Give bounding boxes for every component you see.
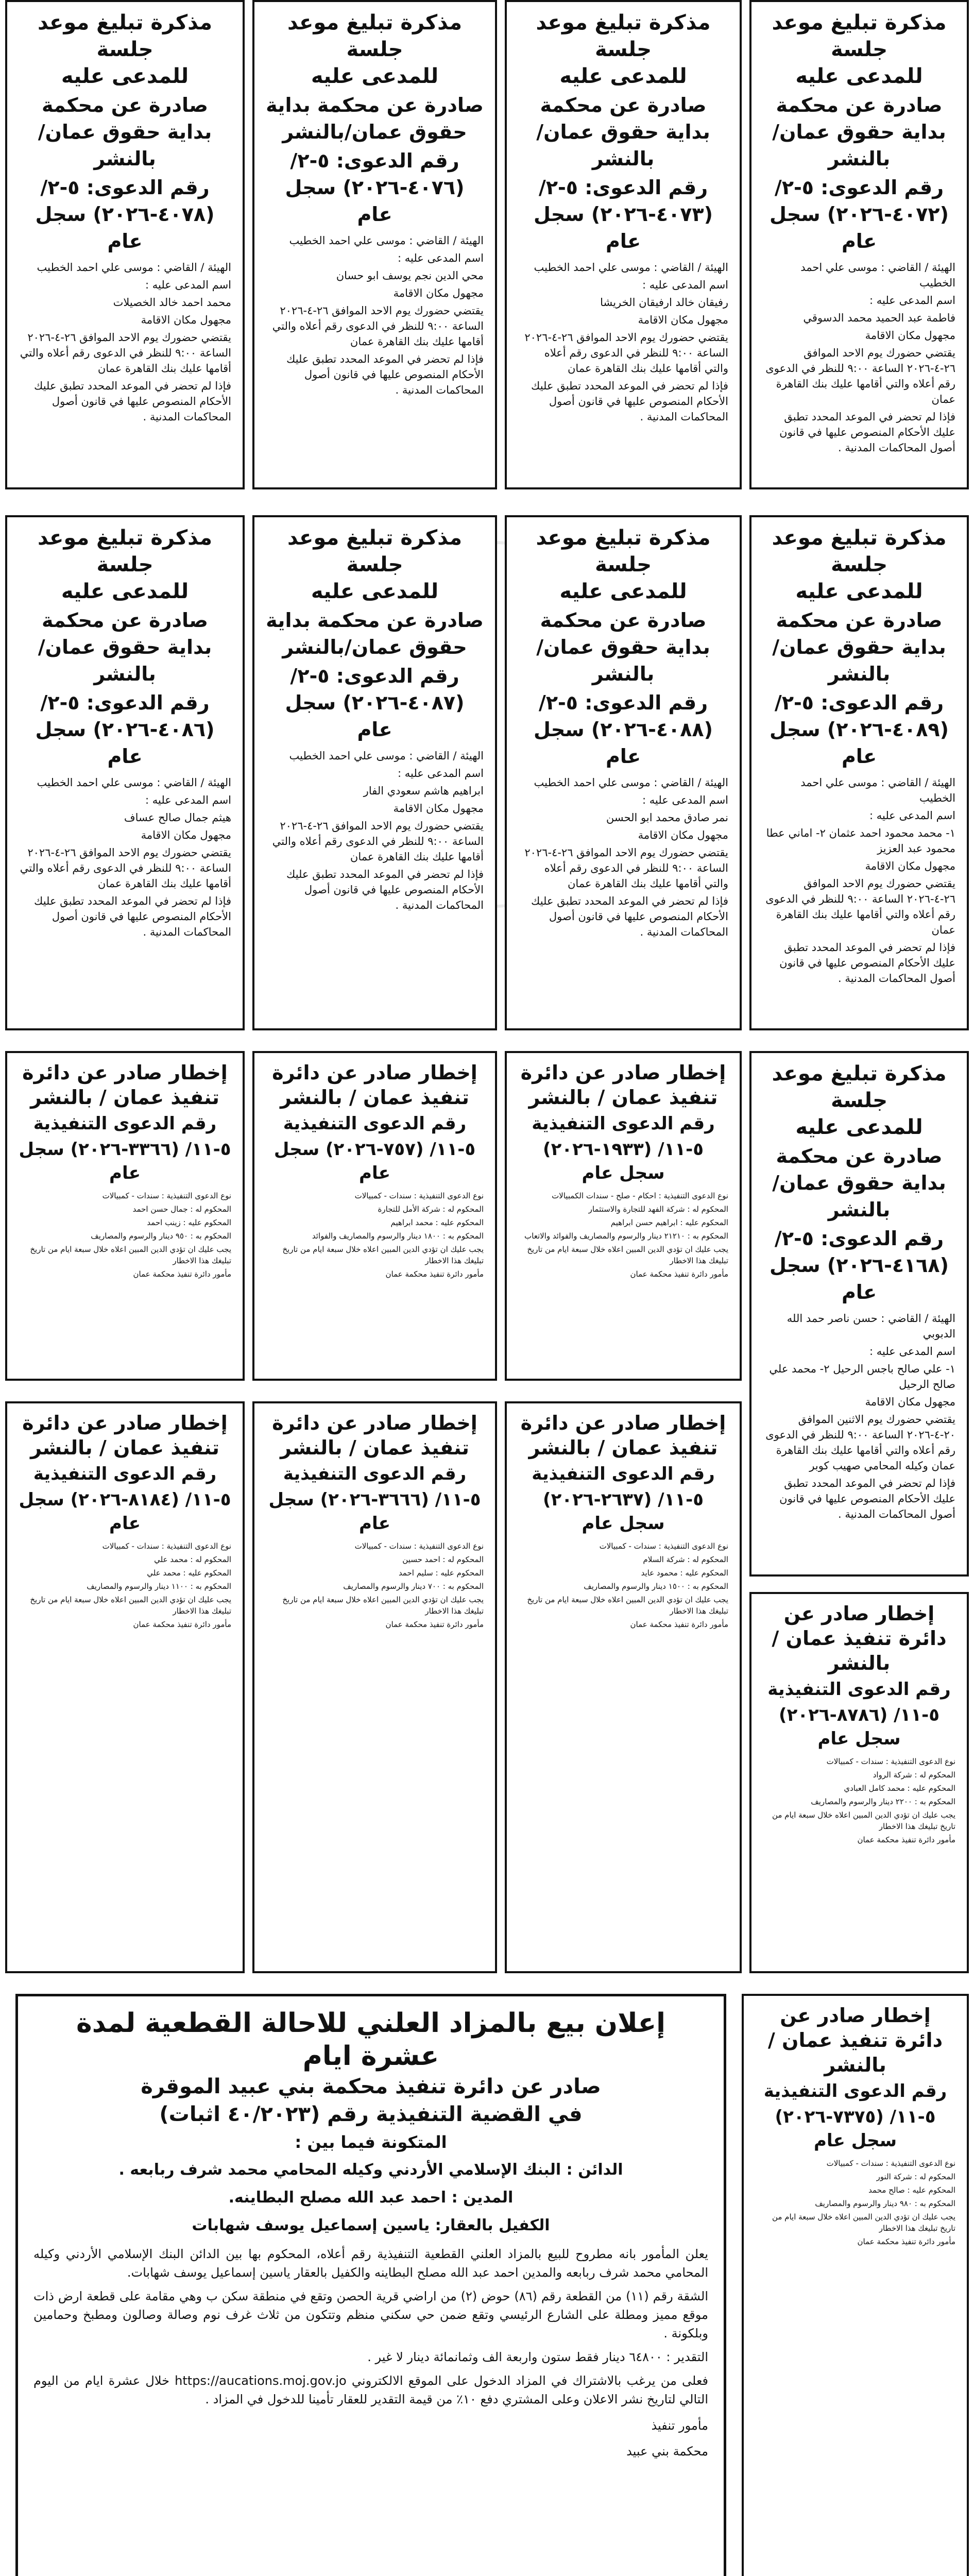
notice-officer: مأمور دائرة تنفيذ محكمة عمان xyxy=(630,1269,728,1279)
notice-type: نوع الدعوى التنفيذية : سندات - كمبيالات xyxy=(354,1191,484,1200)
notice-defendant: فاطمة عبد الحميد محمد الدسوقي xyxy=(803,312,955,324)
notice-defendant: ابراهيم هاشم سعودي الفار xyxy=(363,785,484,797)
notice-type: نوع الدعوى التنفيذية : سندات - كمبيالات xyxy=(599,1541,728,1551)
notice-warning: فإذا لم تحضر في الموعد المحدد تطبق عليك الأحكام المنصوص عليها في قانون أصول المحاكمات المدنية . xyxy=(531,895,728,938)
notice-text: يجب عليك ان تؤدي الدين المبين اعلاه خلال سبعة ايام من تاريخ تبليغك هذا الاخطار xyxy=(527,1245,728,1265)
notice-title: إخطار صادر عن دائرة تنفيذ عمان / بالنشر xyxy=(520,1412,726,1459)
notice-officer: مأمور دائرة تنفيذ محكمة عمان xyxy=(385,1620,484,1629)
case-number: ٥-١١/ (١٩٣٣-٢٠٢٦) سجل عام xyxy=(543,1139,704,1183)
notice-defendant: رفيقان خالد ارفيقان الخريشا xyxy=(600,296,728,309)
notice-subtitle: للمدعى عليه xyxy=(795,580,923,603)
session-notice xyxy=(5,0,245,489)
notice-residence: مجهول مكان الاقامة xyxy=(393,287,484,299)
notice-title: مذكرة تبليغ موعد جلسة xyxy=(536,11,711,61)
notice-heading: رقم الدعوى التنفيذية xyxy=(767,1679,951,1700)
notice-heading: رقم الدعوى التنفيذية xyxy=(532,1113,715,1134)
notice-body xyxy=(518,1540,728,1630)
auction-paragraph: يعلن المأمور بانه مطروح للبيع بالمزاد العلني القطعية التنفيذية رقم أعلاه، المحكوم بها بين الدائن البنك الإسلامي الأردني وكيله المحامي محمد شرف ربابعه والمدين احمد عبد الله مصلح البطاينه والكفيل بالعقار ياسين إسماعيل يوسف شهابات. xyxy=(33,2247,708,2280)
notice-title: مذكرة تبليغ موعد جلسة xyxy=(772,11,947,61)
notice-residence: مجهول مكان الاقامة xyxy=(141,829,231,841)
auction-paragraph: التقدير : ٦٤٨٠٠ دينار فقط ستون واربعة الف وثمانمائة دينار لا غير . xyxy=(367,2350,708,2364)
notice-panel: الهيئة / القاضي : موسى علي احمد الخطيب xyxy=(289,750,484,762)
notice-text: يجب عليك ان تؤدي الدين المبين اعلاه خلال سبعة ايام من تاريخ تبليغك هذا الاخطار xyxy=(282,1245,484,1265)
notice-title: مذكرة تبليغ موعد جلسة xyxy=(772,526,947,577)
issuing-court: صادرة عن محكمة بداية حقوق عمان/بالنشر xyxy=(536,94,710,170)
notice-panel: الهيئة / القاضي : موسى علي احمد الخطيب xyxy=(289,234,484,247)
notice-residence: مجهول مكان الاقامة xyxy=(638,314,728,326)
auction-paragraph: فعلى من يرغب بالاشتراك في المزاد الدخول على الموقع الالكتروني https://aucations.moj.gov.jo خلال عشرة ايام من اليوم التالي لتاريخ نشر الاعلان وعلى المشتري دفع ١٠٪ من قيمة التقدير للعقار تأمينا للدخول في المزاد . xyxy=(33,2374,708,2406)
notice-residence: مجهول مكان الاقامة xyxy=(865,1396,955,1408)
notice-panel: الهيئة / القاضي : موسى علي احمد الخطيب xyxy=(534,776,728,789)
auction-guarantor: الكفيل بالعقار: ياسين إسماعيل يوسف شهابات xyxy=(192,2216,550,2234)
notice-residence: مجهول مكان الاقامة xyxy=(141,314,231,326)
notice-officer: مأمور دائرة تنفيذ محكمة عمان xyxy=(133,1269,231,1279)
case-number: رقم الدعوى: ٥-٢/ (٤٠٧٣-٢٠٢٦) سجل عام xyxy=(534,176,713,252)
notice-officer: مأمور دائرة تنفيذ محكمة عمان xyxy=(857,2237,955,2246)
notice-debtor: المحكوم عليه : محمد كامل العبادي xyxy=(844,1784,955,1793)
notice-creditor: المحكوم له : جمال حسن احمد xyxy=(132,1205,231,1214)
notice-body xyxy=(763,260,955,455)
notice-creditor: المحكوم له : شركة الأمل للتجارة xyxy=(378,1205,484,1214)
notice-subtitle: للمدعى عليه xyxy=(311,64,439,88)
notice-type: نوع الدعوى التنفيذية : احكام - صلح - سندات الكمبيالات xyxy=(552,1191,728,1200)
issuing-court: صادرة عن محكمة بداية حقوق عمان/بالنشر xyxy=(536,609,710,685)
notice-subtitle: للمدعى عليه xyxy=(795,64,923,88)
notice-title: مذكرة تبليغ موعد جلسة xyxy=(37,526,213,577)
notice-defendant-label: اسم المدعى عليه : xyxy=(145,794,231,806)
notice-title: إخطار صادر عن دائرة تنفيذ عمان / بالنشر xyxy=(772,1602,947,1674)
auction-creditor: الدائن : البنك الإسلامي الأردني وكيله المحامي محمد شرف ربابعه . xyxy=(118,2161,623,2179)
notice-body xyxy=(266,1190,484,1280)
notice-text: يجب عليك ان تؤدي الدين المبين اعلاه خلال سبعة ايام من تاريخ تبليغك هذا الاخطار xyxy=(772,2212,955,2233)
notice-title: مذكرة تبليغ موعد جلسة xyxy=(536,526,711,577)
notice-debtor: المحكوم عليه : زينب احمد xyxy=(147,1218,231,1227)
issuing-court: صادرة عن محكمة بداية حقوق عمان/بالنشر xyxy=(38,609,212,685)
notice-text: يقتضي حضورك يوم الاحد الموافق ٢٦-٤-٢٠٢٦ الساعة ٩:٠٠ للنظر في الدعوى رقم أعلاه والتي أقامها عليك بنك القاهرة عمان xyxy=(765,877,955,936)
notice-title: مذكرة تبليغ موعد جلسة xyxy=(772,1062,947,1112)
notice-title: مذكرة تبليغ موعد جلسة xyxy=(287,11,463,61)
case-number: ٥-١١/ (٣٦٦٦-٢٠٢٦) سجل عام xyxy=(268,1489,481,1534)
session-notice xyxy=(252,515,497,1030)
notice-defendant-label: اسم المدعى عليه : xyxy=(642,279,728,291)
auction-parties-label: المتكونة فيما بين : xyxy=(295,2132,447,2152)
issuing-court: صادرة عن محكمة بداية حقوق عمان/بالنشر xyxy=(772,94,946,170)
notice-defendant: هيثم جمال صالح عساف xyxy=(124,811,231,824)
notice-heading: رقم الدعوى التنفيذية xyxy=(283,1113,467,1134)
notice-text: يقتضي حضورك يوم الاحد الموافق ٢٦-٤-٢٠٢٦ الساعة ٩:٠٠ للنظر في الدعوى رقم أعلاه والتي أقامها عليك بنك القاهرة عمان xyxy=(20,846,231,890)
case-number: رقم الدعوى: ٥-٢/ (٤١٦٨-٢٠٢٦) سجل عام xyxy=(770,1227,949,1303)
notice-warning: فإذا لم تحضر في الموعد المحدد تطبق عليك الأحكام المنصوص عليها في قانون أصول المحاكمات المدنية . xyxy=(34,895,231,938)
notice-body xyxy=(266,748,484,913)
session-notice xyxy=(749,1051,969,1577)
session-notice xyxy=(749,515,969,1030)
notice-defendant-label: اسم المدعى عليه : xyxy=(642,794,728,806)
notice-text: يقتضي حضورك يوم الاحد الموافق ٢٦-٤-٢٠٢٦ الساعة ٩:٠٠ للنظر في الدعوى رقم أعلاه والتي أقامها عليك بنك القاهرة عمان xyxy=(524,846,728,890)
case-number: رقم الدعوى: ٥-٢/ (٤٠٨٩-٢٠٢٦) سجل عام xyxy=(770,691,949,768)
notice-title: إخطار صادر عن دائرة تنفيذ عمان / بالنشر xyxy=(22,1412,228,1459)
notice-residence: مجهول مكان الاقامة xyxy=(393,802,484,815)
case-number: رقم الدعوى: ٥-٢/ (٤٠٧٨-٢٠٢٦) سجل عام xyxy=(35,176,215,252)
auction-paragraph: الشقة رقم (١١) من القطعة رقم (٨٦) حوض (٢) من اراضي قرية الحصن وتقع في منطقة سكن ب وهي مقامة على قطعة ارض ذات موقع مميز ومطلة على الشارع الرئيسي وتقع ضمن حي سكني منظم وتتكون من ثلاث غرف نوم وصالة وصالون ومطبخ وحمامين وبلكونة . xyxy=(33,2289,709,2341)
notice-text: يقتضي حضورك يوم الاحد الموافق ٢٦-٤-٢٠٢٦ الساعة ٩:٠٠ للنظر في الدعوى رقم أعلاه والتي أقامها عليك بنك القاهرة عمان xyxy=(765,347,955,405)
notice-amount: المحكوم به : ٢١٢١٠ دينار والرسوم والمصاريف والفوائد والاتعاب xyxy=(524,1231,728,1241)
notice-panel: الهيئة / القاضي : موسى علي احمد الخطيب xyxy=(534,261,728,274)
notice-officer: مأمور دائرة تنفيذ محكمة عمان xyxy=(385,1269,484,1279)
notice-body xyxy=(763,775,955,986)
notice-defendant: ١- محمد محمود احمد عثمان ٢- اماني عطا محمود عبد العزيز xyxy=(766,827,955,855)
notice-body xyxy=(518,775,728,940)
notice-defendant-label: اسم المدعى عليه : xyxy=(869,809,955,822)
notice-type: نوع الدعوى التنفيذية : سندات - كمبيالات xyxy=(826,1757,955,1766)
notice-warning: فإذا لم تحضر في الموعد المحدد تطبق عليك الأحكام المنصوص عليها في قانون أصول المحاكمات المدنية . xyxy=(286,353,484,396)
notice-officer: مأمور دائرة تنفيذ محكمة عمان xyxy=(630,1620,728,1629)
notice-warning: فإذا لم تحضر في الموعد المحدد تطبق عليك الأحكام المنصوص عليها في قانون أصول المحاكمات المدنية . xyxy=(286,868,484,911)
auction-court-sign: محكمة بني عبيد xyxy=(626,2444,708,2459)
notice-defendant: محمد احمد خالد الخصيلات xyxy=(113,296,231,309)
notice-heading: رقم الدعوى التنفيذية xyxy=(763,2081,947,2102)
notice-defendant-label: اسم المدعى عليه : xyxy=(869,1345,955,1358)
case-number: ٥-١١/ (٧٥٧-٢٠٢٦) سجل عام xyxy=(274,1139,476,1183)
notice-text: يقتضي حضورك يوم الاثنين الموافق ٢٠-٤-٢٠٢٦ الساعة ٩:٠٠ للنظر في الدعوى رقم أعلاه والتي أقامها عليك بنك القاهرة عمان وكيله المحامي صهيب كوبر xyxy=(765,1413,955,1472)
notice-panel: الهيئة / القاضي : حسن ناصر حمد الله الدبوبي xyxy=(787,1312,955,1340)
case-number: رقم الدعوى: ٥-٢/ (٤٠٨٨-٢٠٢٦) سجل عام xyxy=(534,691,713,768)
issuing-court: صادرة عن محكمة بداية حقوق عمان/بالنشر xyxy=(772,1145,946,1221)
notice-creditor: المحكوم له : شركة الرواد xyxy=(873,1770,955,1780)
notice-creditor: المحكوم له : شركة السلام xyxy=(643,1555,728,1564)
auction-debtor: المدين : احمد عبد الله مصلح البطاينه. xyxy=(228,2189,514,2207)
notice-body xyxy=(518,260,728,425)
notice-residence: مجهول مكان الاقامة xyxy=(638,829,728,841)
notice-amount: المحكوم به : ٢٢٠٠ دينار والرسوم والمصاريف xyxy=(811,1797,955,1806)
notice-defendant: ١- علي صالح باجس الرحيل ٢- محمد علي صالح الرحيل xyxy=(769,1363,955,1391)
notice-heading: رقم الدعوى التنفيذية xyxy=(283,1464,467,1484)
notice-subtitle: للمدعى عليه xyxy=(61,580,189,603)
notice-title: مذكرة تبليغ موعد جلسة xyxy=(37,11,213,61)
auction-announcement xyxy=(15,1994,726,2576)
notice-type: نوع الدعوى التنفيذية : سندات - كمبيالات xyxy=(826,2159,955,2168)
notice-creditor: المحكوم له : محمد علي xyxy=(154,1555,231,1564)
notice-heading: رقم الدعوى التنفيذية xyxy=(532,1464,715,1484)
notice-debtor: المحكوم عليه : ابراهيم حسن ابراهيم xyxy=(610,1218,728,1227)
session-notice xyxy=(252,0,497,489)
notice-defendant-label: اسم المدعى عليه : xyxy=(397,767,484,779)
case-number: رقم الدعوى: ٥-٢/ (٤٠٧٦-٢٠٢٦) سجل عام xyxy=(285,149,465,226)
notice-officer: مأمور دائرة تنفيذ محكمة عمان xyxy=(857,1835,955,1844)
notice-panel: الهيئة / القاضي : موسى علي احمد الخطيب xyxy=(800,261,955,289)
issuing-court: صادرة عن محكمة بداية حقوق عمان/بالنشر xyxy=(266,94,484,143)
notice-subtitle: للمدعى عليه xyxy=(559,580,687,603)
auction-case: في القضية التنفيذية رقم (٤٠/٢٠٢٣ اثبات) xyxy=(159,2103,583,2126)
notice-amount: المحكوم به : ١٥٠٠ دينار والرسوم والمصاريف xyxy=(584,1582,728,1591)
execution-notice xyxy=(252,1051,497,1381)
notice-residence: مجهول مكان الاقامة xyxy=(865,860,955,872)
notice-body xyxy=(755,2158,955,2247)
notice-text: يقتضي حضورك يوم الاحد الموافق ٢٦-٤-٢٠٢٦ الساعة ٩:٠٠ للنظر في الدعوى رقم أعلاه والتي أقامها عليك بنك القاهرة عمان xyxy=(272,820,484,863)
notice-panel: الهيئة / القاضي : موسى علي احمد الخطيب xyxy=(37,261,231,274)
notice-debtor: المحكوم عليه : صالح محمد xyxy=(868,2185,955,2195)
notice-body xyxy=(19,260,231,425)
notice-amount: المحكوم به : ١٨٠٠ دينار والرسوم والمصاريف والفوائد xyxy=(312,1231,484,1241)
case-number: رقم الدعوى: ٥-٢/ (٤٠٨٧-٢٠٢٦) سجل عام xyxy=(285,665,465,741)
notice-subtitle: للمدعى عليه xyxy=(559,64,687,88)
notice-body xyxy=(763,1311,955,1522)
execution-notice xyxy=(505,1051,742,1381)
notice-title: إخطار صادر عن دائرة تنفيذ عمان / بالنشر xyxy=(767,2004,943,2076)
notice-creditor: المحكوم له : شركة النور xyxy=(876,2172,955,2181)
case-number: ٥-١١/ (٢٦٣٧-٢٠٢٦) سجل عام xyxy=(543,1489,704,1534)
notice-body xyxy=(19,1190,231,1280)
notice-amount: المحكوم به : ٩٨٠ دينار والرسوم والمصاريف xyxy=(815,2199,955,2208)
notice-defendant-label: اسم المدعى عليه : xyxy=(397,252,484,264)
notice-body xyxy=(763,1756,955,1845)
case-number: رقم الدعوى: ٥-٢/ (٤٠٧٢-٢٠٢٦) سجل عام xyxy=(770,176,949,252)
notice-amount: المحكوم به : ٩٥٠ دينار والرسوم والمصاريف xyxy=(91,1231,231,1241)
notice-debtor: المحكوم عليه : محمود عايد xyxy=(641,1568,728,1578)
notice-text: يقتضي حضورك يوم الاحد الموافق ٢٦-٤-٢٠٢٦ الساعة ٩:٠٠ للنظر في الدعوى رقم أعلاه والتي أقامها عليك بنك القاهرة عمان xyxy=(20,331,231,375)
notice-warning: فإذا لم تحضر في الموعد المحدد تطبق عليك الأحكام المنصوص عليها في قانون أصول المحاكمات المدنية . xyxy=(779,1477,955,1520)
notice-subtitle: للمدعى عليه xyxy=(311,580,439,603)
issuing-court: صادرة عن محكمة بداية حقوق عمان/بالنشر xyxy=(38,94,212,170)
execution-notice xyxy=(742,1994,969,2576)
case-number: ٥-١١/ (٨٧٨٦-٢٠٢٦) سجل عام xyxy=(779,1705,939,1749)
notice-defendant-label: اسم المدعى عليه : xyxy=(869,294,955,307)
notice-amount: المحكوم به : ١١٠٠ دينار والرسوم والمصاريف xyxy=(87,1582,231,1591)
notice-warning: فإذا لم تحضر في الموعد المحدد تطبق عليك الأحكام المنصوص عليها في قانون أصول المحاكمات المدنية . xyxy=(779,941,955,985)
notice-text: يجب عليك ان تؤدي الدين المبين اعلاه خلال سبعة ايام من تاريخ تبليغك هذا الاخطار xyxy=(30,1245,231,1265)
notice-title: إخطار صادر عن دائرة تنفيذ عمان / بالنشر xyxy=(272,1412,477,1459)
notice-body xyxy=(518,1190,728,1280)
notice-panel: الهيئة / القاضي : موسى علي احمد الخطيب xyxy=(37,776,231,789)
execution-notice xyxy=(749,1592,969,1973)
notice-creditor: المحكوم له : احمد حسين xyxy=(402,1555,484,1564)
auction-title: إعلان بيع بالمزاد العلني للاحالة القطعية لمدة عشرة ايام xyxy=(76,2008,665,2072)
notice-body xyxy=(266,233,484,398)
notice-body xyxy=(19,1540,231,1630)
notice-heading: رقم الدعوى التنفيذية xyxy=(33,1464,217,1484)
case-number: ٥-١١/ (٨١٨٤-٢٠٢٦) سجل عام xyxy=(19,1489,231,1534)
session-notice xyxy=(749,0,969,489)
auction-court: صادر عن دائرة تنفيذ محكمة بني عبيد الموقرة xyxy=(141,2075,601,2098)
notice-amount: المحكوم به : ٧٠٠ دينار والرسوم والمصاريف xyxy=(343,1582,484,1591)
notice-officer: مأمور دائرة تنفيذ محكمة عمان xyxy=(133,1620,231,1629)
notice-creditor: المحكوم له : شركة الفهد للتجارة والاستثمار xyxy=(588,1205,728,1214)
execution-notice xyxy=(505,1401,742,1973)
notice-text: يجب عليك ان تؤدي الدين المبين اعلاه خلال سبعة ايام من تاريخ تبليغك هذا الاخطار xyxy=(527,1595,728,1616)
notice-defendant-label: اسم المدعى عليه : xyxy=(145,279,231,291)
notice-body xyxy=(19,775,231,940)
notice-warning: فإذا لم تحضر في الموعد المحدد تطبق عليك الأحكام المنصوص عليها في قانون أصول المحاكمات المدنية . xyxy=(779,411,955,454)
session-notice xyxy=(505,0,742,489)
notice-type: نوع الدعوى التنفيذية : سندات - كمبيالات xyxy=(354,1541,484,1551)
notice-body xyxy=(266,1540,484,1630)
execution-notice xyxy=(252,1401,497,1973)
notice-title: إخطار صادر عن دائرة تنفيذ عمان / بالنشر xyxy=(22,1061,228,1109)
case-number: ٥-١١/ (٣٣٦٦-٢٠٢٦) سجل عام xyxy=(19,1139,231,1183)
notice-residence: مجهول مكان الاقامة xyxy=(865,329,955,342)
notice-text: يجب عليك ان تؤدي الدين المبين اعلاه خلال سبعة ايام من تاريخ تبليغك هذا الاخطار xyxy=(772,1810,955,1831)
case-number: رقم الدعوى: ٥-٢/ (٤٠٨٦-٢٠٢٦) سجل عام xyxy=(35,691,215,768)
notice-debtor: المحكوم عليه : محمد ابراهيم xyxy=(390,1218,484,1227)
execution-notice xyxy=(5,1051,245,1381)
notice-title: إخطار صادر عن دائرة تنفيذ عمان / بالنشر xyxy=(272,1061,477,1109)
notice-warning: فإذا لم تحضر في الموعد المحدد تطبق عليك الأحكام المنصوص عليها في قانون أصول المحاكمات المدنية . xyxy=(34,380,231,423)
case-number: ٥-١١/ (٧٣٧٥-٢٠٢٦) سجل عام xyxy=(775,2107,936,2151)
notice-warning: فإذا لم تحضر في الموعد المحدد تطبق عليك الأحكام المنصوص عليها في قانون أصول المحاكمات المدنية . xyxy=(531,380,728,423)
notice-subtitle: للمدعى عليه xyxy=(61,64,189,88)
execution-notice xyxy=(5,1401,245,1973)
notice-text: يجب عليك ان تؤدي الدين المبين اعلاه خلال سبعة ايام من تاريخ تبليغك هذا الاخطار xyxy=(282,1595,484,1616)
notice-title: مذكرة تبليغ موعد جلسة xyxy=(287,526,463,577)
notice-type: نوع الدعوى التنفيذية : سندات - كمبيالات xyxy=(102,1191,231,1200)
notice-defendant: نمر صادق محمد ابو الحسن xyxy=(606,811,728,824)
session-notice xyxy=(505,515,742,1030)
notice-text: يجب عليك ان تؤدي الدين المبين اعلاه خلال سبعة ايام من تاريخ تبليغك هذا الاخطار xyxy=(30,1595,231,1616)
notice-debtor: المحكوم عليه : محمد علي xyxy=(147,1568,231,1578)
notice-type: نوع الدعوى التنفيذية : سندات - كمبيالات xyxy=(102,1541,231,1551)
issuing-court: صادرة عن محكمة بداية حقوق عمان/بالنشر xyxy=(772,609,946,685)
auction-officer: مأمور تنفيذ xyxy=(651,2418,708,2433)
notice-defendant: محي الدين نجم يوسف ابو حسان xyxy=(336,269,484,282)
session-notice xyxy=(5,515,245,1030)
notice-text: يقتضي حضورك يوم الاحد الموافق ٢٦-٤-٢٠٢٦ الساعة ٩:٠٠ للنظر في الدعوى رقم أعلاه والتي أقامها عليك بنك القاهرة عمان xyxy=(524,331,728,375)
notice-title: إخطار صادر عن دائرة تنفيذ عمان / بالنشر xyxy=(520,1061,726,1109)
notice-subtitle: للمدعى عليه xyxy=(795,1115,923,1139)
issuing-court: صادرة عن محكمة بداية حقوق عمان/بالنشر xyxy=(266,609,484,658)
notice-text: يقتضي حضورك يوم الاحد الموافق ٢٦-٤-٢٠٢٦ الساعة ٩:٠٠ للنظر في الدعوى رقم أعلاه والتي أقامها عليك بنك القاهرة عمان xyxy=(272,304,484,348)
notice-heading: رقم الدعوى التنفيذية xyxy=(33,1113,217,1134)
notice-debtor: المحكوم عليه : سليم احمد xyxy=(398,1568,484,1578)
notice-panel: الهيئة / القاضي : موسى علي احمد الخطيب xyxy=(800,776,955,804)
